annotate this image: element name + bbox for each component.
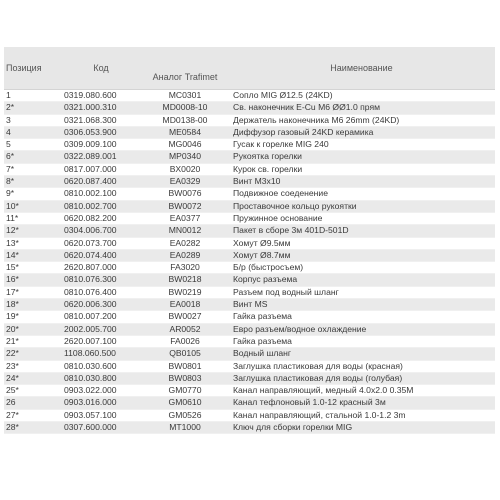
- row-position: 21*: [4, 335, 60, 347]
- row-name: Евро разъем/водное охлаждение: [228, 323, 495, 335]
- row-trafimet: BW0219: [142, 286, 228, 298]
- row-position: 6*: [4, 151, 60, 163]
- row-position: 27*: [4, 409, 60, 421]
- row-name: Корпус разъема: [228, 274, 495, 286]
- table-row: [4, 176, 495, 188]
- row-name: Пакет в сборе 3м 401D-501D: [228, 225, 495, 237]
- table-row: [4, 225, 495, 237]
- row-code: 2002.005.700: [60, 323, 142, 335]
- row-name: Винт MS: [228, 299, 495, 311]
- row-code: 0309.009.100: [60, 139, 142, 151]
- row-trafimet: ME0584: [142, 126, 228, 138]
- table-header: [4, 47, 495, 90]
- row-position: 2*: [4, 102, 60, 114]
- table-row: [4, 90, 495, 102]
- row-trafimet: BW0076: [142, 188, 228, 200]
- row-code: 0810.002.100: [60, 188, 142, 200]
- table-row: [4, 102, 495, 114]
- row-code: 0620.073.700: [60, 237, 142, 249]
- header-code: Код: [60, 47, 142, 90]
- row-name: Св. наконечник E-Cu M6 ØØ1.0 прям: [228, 102, 495, 114]
- row-trafimet: EA0289: [142, 249, 228, 261]
- row-code: 1108.060.500: [60, 348, 142, 360]
- row-trafimet: MD0138-00: [142, 114, 228, 126]
- row-code: 0903.022.000: [60, 385, 142, 397]
- row-name: Заглушка пластиковая для воды (красная): [228, 360, 495, 372]
- header-position: Позиция: [4, 47, 60, 90]
- row-name: Гайка разъема: [228, 311, 495, 323]
- row-name: Хомут Ø9.5мм: [228, 237, 495, 249]
- row-position: 5: [4, 139, 60, 151]
- row-position: 8*: [4, 176, 60, 188]
- row-position: 12*: [4, 225, 60, 237]
- row-trafimet: BW0027: [142, 311, 228, 323]
- table-row: [4, 422, 495, 434]
- row-trafimet: EA0018: [142, 299, 228, 311]
- row-trafimet: MD0008-10: [142, 102, 228, 114]
- row-position: 23*: [4, 360, 60, 372]
- row-trafimet: BX0020: [142, 163, 228, 175]
- row-code: 0321.068.300: [60, 114, 142, 126]
- table-row: [4, 385, 495, 397]
- table-row: [4, 151, 495, 163]
- row-position: 4: [4, 126, 60, 138]
- row-code: 0810.030.600: [60, 360, 142, 372]
- row-trafimet: BW0803: [142, 372, 228, 384]
- row-code: 0319.080.600: [60, 90, 142, 102]
- row-code: 0304.006.700: [60, 225, 142, 237]
- table-row: [4, 212, 495, 224]
- row-name: Канал направляющий, стальной 1.0-1.2 3m: [228, 409, 495, 421]
- row-name: Ключ для сборки горелки MIG: [228, 422, 495, 434]
- table-row: [4, 237, 495, 249]
- row-name: Водный шланг: [228, 348, 495, 360]
- row-trafimet: FA3020: [142, 262, 228, 274]
- row-code: 0321.000.310: [60, 102, 142, 114]
- row-code: 0903.016.000: [60, 397, 142, 409]
- row-code: 0810.007.200: [60, 311, 142, 323]
- table-row: [4, 348, 495, 360]
- row-code: 2620.007.100: [60, 335, 142, 347]
- table-row: [4, 262, 495, 274]
- row-code: 0322.089.001: [60, 151, 142, 163]
- row-code: 0306.053.900: [60, 126, 142, 138]
- row-trafimet: EA0282: [142, 237, 228, 249]
- table-row: [4, 114, 495, 126]
- row-name: Пружинное основание: [228, 212, 495, 224]
- row-code: 0817.007.000: [60, 163, 142, 175]
- row-position: 20*: [4, 323, 60, 335]
- row-trafimet: BW0801: [142, 360, 228, 372]
- table-row: [4, 335, 495, 347]
- row-code: 0620.006.300: [60, 299, 142, 311]
- row-position: 18*: [4, 299, 60, 311]
- row-trafimet: BW0218: [142, 274, 228, 286]
- table-row: [4, 249, 495, 261]
- row-name: Гусак к горелке MIG 240: [228, 139, 495, 151]
- row-position: 25*: [4, 385, 60, 397]
- row-trafimet: EA0377: [142, 212, 228, 224]
- table-row: [4, 139, 495, 151]
- row-position: 28*: [4, 422, 60, 434]
- table-row: [4, 126, 495, 138]
- row-position: 9*: [4, 188, 60, 200]
- parts-table: [4, 47, 495, 434]
- row-name: Разъем под водный шланг: [228, 286, 495, 298]
- row-name: Канал тефлоновый 1.0-12 красный 3м: [228, 397, 495, 409]
- table-row: [4, 397, 495, 409]
- row-name: Диффузор газовый 24KD керамика: [228, 126, 495, 138]
- row-name: Сопло MIG Ø12.5 (24KD): [228, 90, 495, 102]
- row-trafimet: GM0526: [142, 409, 228, 421]
- row-position: 16*: [4, 274, 60, 286]
- row-position: 24*: [4, 372, 60, 384]
- row-trafimet: BW0072: [142, 200, 228, 212]
- row-position: 22*: [4, 348, 60, 360]
- row-trafimet: MN0012: [142, 225, 228, 237]
- row-trafimet: GM0610: [142, 397, 228, 409]
- row-code: 0810.030.800: [60, 372, 142, 384]
- table-row: [4, 360, 495, 372]
- row-name: Хомут Ø8.7мм: [228, 249, 495, 261]
- row-code: 0620.087.400: [60, 176, 142, 188]
- row-code: 0810.076.400: [60, 286, 142, 298]
- row-name: Подвижное соеденение: [228, 188, 495, 200]
- row-name: Держатель наконечника M6 26mm (24KD): [228, 114, 495, 126]
- row-position: 17*: [4, 286, 60, 298]
- row-name: Рукоятка горелки: [228, 151, 495, 163]
- row-name: Курок св. горелки: [228, 163, 495, 175]
- row-trafimet: GM0770: [142, 385, 228, 397]
- row-name: Винт M3x10: [228, 176, 495, 188]
- table-row: [4, 311, 495, 323]
- table-row: [4, 323, 495, 335]
- table-row: [4, 299, 495, 311]
- row-code: 0620.082.200: [60, 212, 142, 224]
- header-trafimet: Аналог Trafimet: [142, 47, 228, 90]
- row-position: 14*: [4, 249, 60, 261]
- row-position: 10*: [4, 200, 60, 212]
- row-trafimet: FA0026: [142, 335, 228, 347]
- table-body: [4, 90, 495, 434]
- row-name: Гайка разъема: [228, 335, 495, 347]
- row-trafimet: MT1000: [142, 422, 228, 434]
- table-row: [4, 188, 495, 200]
- table-row: [4, 409, 495, 421]
- row-trafimet: MP0340: [142, 151, 228, 163]
- header-row: [4, 47, 495, 90]
- row-name: Заглушка пластиковая для воды (голубая): [228, 372, 495, 384]
- row-trafimet: EA0329: [142, 176, 228, 188]
- row-code: 0810.076.300: [60, 274, 142, 286]
- row-code: 0810.002.700: [60, 200, 142, 212]
- row-position: 19*: [4, 311, 60, 323]
- row-code: 2620.807.000: [60, 262, 142, 274]
- table-row: [4, 372, 495, 384]
- row-code: 0307.600.000: [60, 422, 142, 434]
- row-name: Б/р (быстросъем): [228, 262, 495, 274]
- row-trafimet: AR0052: [142, 323, 228, 335]
- table-row: [4, 200, 495, 212]
- table-row: [4, 286, 495, 298]
- row-code: 0620.074.400: [60, 249, 142, 261]
- row-position: 3: [4, 114, 60, 126]
- row-position: 15*: [4, 262, 60, 274]
- row-position: 7*: [4, 163, 60, 175]
- row-code: 0903.057.100: [60, 409, 142, 421]
- row-name: Канал направляющий, медный 4.0x2.0 0.35M: [228, 385, 495, 397]
- row-position: 11*: [4, 212, 60, 224]
- row-name: Проставочное кольцо рукоятки: [228, 200, 495, 212]
- row-trafimet: MC0301: [142, 90, 228, 102]
- table-row: [4, 163, 495, 175]
- row-position: 13*: [4, 237, 60, 249]
- row-trafimet: MG0046: [142, 139, 228, 151]
- row-position: 1: [4, 90, 60, 102]
- row-position: 26: [4, 397, 60, 409]
- table-row: [4, 274, 495, 286]
- header-name: Наименование: [228, 47, 495, 90]
- row-trafimet: QB0105: [142, 348, 228, 360]
